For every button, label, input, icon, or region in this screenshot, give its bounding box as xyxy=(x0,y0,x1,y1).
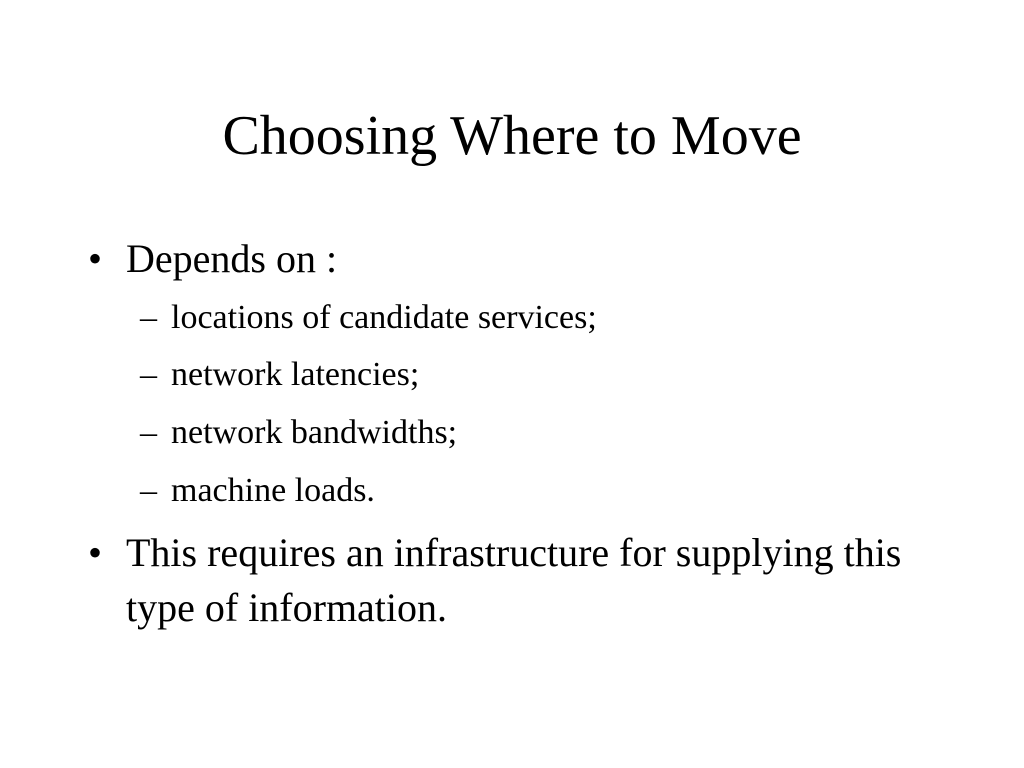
bullet-marker: • xyxy=(88,236,103,281)
sub-item: machine loads. xyxy=(171,472,375,509)
sub-marker: – xyxy=(140,414,157,451)
sub-item: locations of candidate services; xyxy=(171,299,597,336)
sub-item: network latencies; xyxy=(171,356,420,393)
bullet-text: This requires an infrastructure for supplying this type of information. xyxy=(126,530,902,630)
slide-title: Choosing Where to Move xyxy=(222,105,802,167)
sub-item: network bandwidths; xyxy=(171,414,458,451)
bullet-marker: • xyxy=(88,530,103,575)
sub-marker: – xyxy=(140,299,157,336)
bullet-text: Depends on : xyxy=(126,236,338,281)
sub-marker: – xyxy=(140,356,157,393)
sub-marker: – xyxy=(140,472,157,509)
